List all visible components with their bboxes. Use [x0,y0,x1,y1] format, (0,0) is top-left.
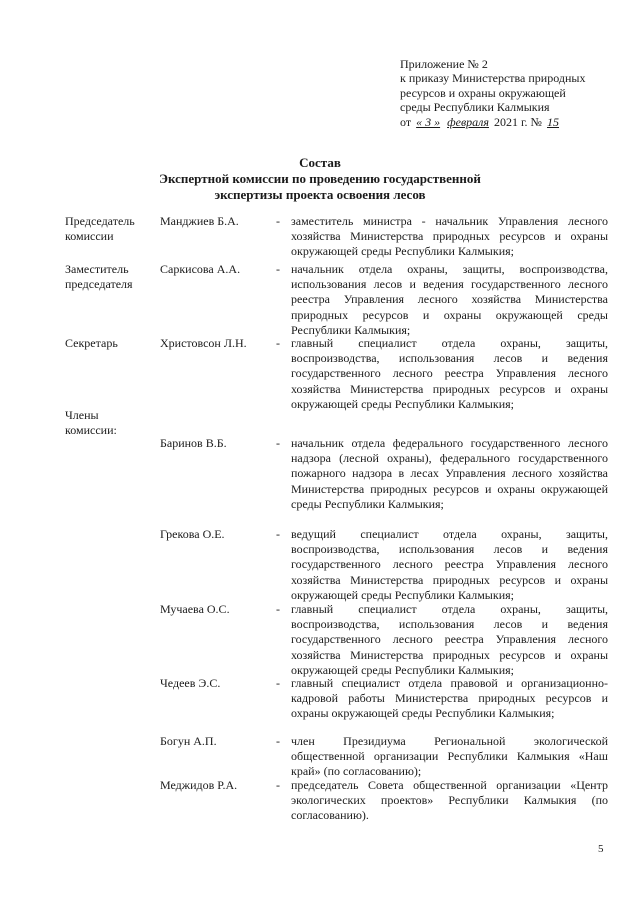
role-label: Председатель комиссии [65,214,135,244]
title-line: Состав [299,155,341,170]
member-position: член Президиума Региональной экологической общественной организации Республики Калмыкия «Наш край» (по согласованию); [291,734,608,779]
separator-dash: - [276,436,280,450]
appendix-block [400,57,625,129]
member-position: главный специалист отдела охраны, защиты, воспроизводства, использования лесов и ведения государственного лесного реестра Управления лесного хозяйства Министерства природных ресурсов и охраны окружающей среды Республики Калмыкия; [291,602,608,677]
date-year: 2021 г. № [493,114,542,129]
member-name: Христовсон Л.Н. [160,336,247,350]
member-position: председатель Совета общественной организации «Центр экологических проектов» Республики Калмыкия (по согласованию). [291,778,608,823]
separator-dash: - [276,602,280,616]
separator-dash: - [276,336,280,350]
appendix-line: среды Республики Калмыкия [400,100,550,115]
document-title [150,155,490,203]
member-position: заместитель министра - начальник Управления лесного хозяйства Министерства природных ресурсов и охраны окружающей среды Республики Калмыкия; [291,214,608,259]
date-month: февраля [447,114,489,129]
member-name: Мучаева О.С. [160,602,230,616]
date-prefix: от [400,114,412,129]
member-name: Манджиев Б.А. [160,214,239,228]
separator-dash: - [276,778,280,792]
appendix-line: ресурсов и охраны окружающей [400,85,566,100]
separator-dash: - [276,734,280,748]
appendix-line: к приказу Министерства природных [400,71,586,86]
member-name: Меджидов Р.А. [160,778,238,792]
separator-dash: - [276,214,280,228]
appendix-date-line [400,115,625,129]
title-line: экспертизы проекта освоения лесов [214,187,426,202]
date-day: « 3 » [416,114,441,129]
page-number: 5 [598,843,604,855]
member-name: Грекова О.Е. [160,527,225,541]
role-label: Заместитель председателя [65,262,133,292]
member-position: главный специалист отдела правовой и организационно-кадровой работы Министерства природных ресурсов и охраны окружающей среды Республики Калмыкия; [291,676,608,721]
separator-dash: - [276,262,280,276]
separator-dash: - [276,527,280,541]
member-name: Баринов В.Б. [160,436,227,450]
member-position: начальник отдела охраны, защиты, воспроизводства, использования лесов и ведения государственного лесного реестра Управления лесного хозяйства Министерства природных ресурсов и охраны окружающей среды Республики Калмыкия; [291,262,608,337]
appendix-line: Приложение № 2 [400,57,488,71]
role-label: Секретарь [65,336,118,350]
member-position: начальник отдела федерального государственного лесного надзора (лесной охраны), федерального государственного пожарного надзора в лесах Управления лесного хозяйства Министерства природных ресурсов и охраны окружающей среды Республики Калмыкия; [291,436,608,511]
member-name: Чедеев Э.С. [160,676,221,690]
member-position: ведущий специалист отдела охраны, защиты, воспроизводства, использования лесов и ведения государственного лесного реестра Управления лесного хозяйства Министерства природных ресурсов и охраны окружающей среды Республики Калмыкия; [291,527,608,602]
role-label: Члены комиссии: [65,408,117,438]
member-name: Богун А.П. [160,734,217,748]
title-line: Экспертной комиссии по проведению государственной [159,171,481,186]
order-number: 15 [547,114,559,129]
member-position: главный специалист отдела охраны, защиты, воспроизводства, использования лесов и ведения государственного лесного реестра Управления лесного хозяйства Министерства природных ресурсов и охраны окружающей среды Республики Калмыкия; [291,336,608,411]
separator-dash: - [276,676,280,690]
member-name: Саркисова А.А. [160,262,241,276]
